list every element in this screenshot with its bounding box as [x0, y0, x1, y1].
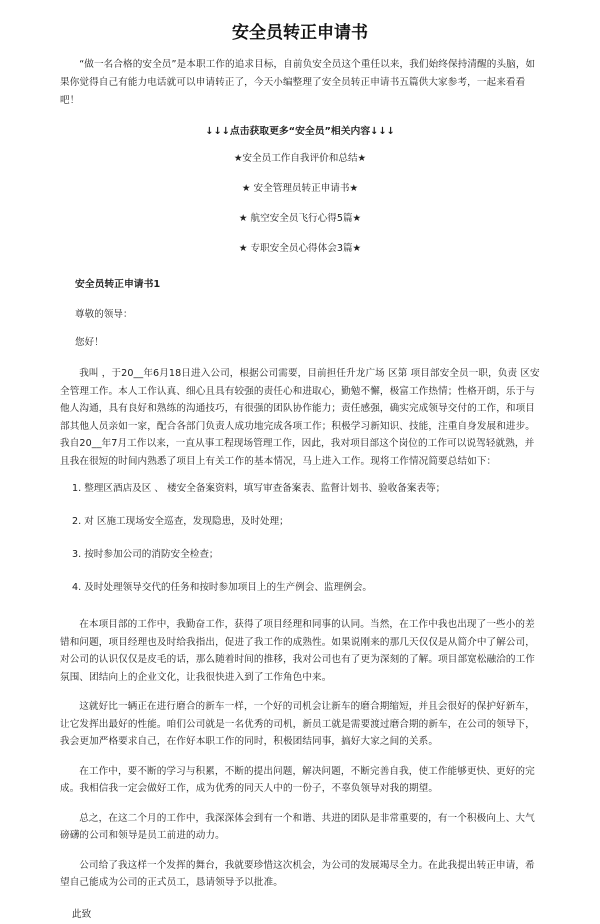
body-paragraph-3: 这就好比一辆正在进行磨合的新车一样，一个好的司机会让新车的磨合期缩短，并且会很好的保护好新车，让它发挥出最好的性能。咱们公司就是一名优秀的司机，新员工就是需要渡过磨合期的新车，在公司的领导下，我会更加严格要求自己，在作好本职工作的同时，积极团结同事，搞好大家之间的关系。 [60, 701, 535, 747]
closing-text: 此致 [72, 908, 92, 920]
body-paragraph-2: 在本项目部的工作中，我勤奋工作，获得了项目经理和同事的认同。当然，在工作中我也出现了一些小的差错和问题，项目经理也及时给我指出，促进了我工作的成熟性。如果说刚来的那几天仅仅是从简介中了解公司，对公司的认识仅仅是皮毛的话，那么随着时间的推移，我对公司也有了更为深刻的了解。项目部宽松融洽的工作氛围、团结向上的企业文化，让我很快进入到了工作角色中来。 [60, 619, 535, 683]
related-links-list [60, 144, 540, 264]
related-link-manager-application[interactable]: ★ 安全管理员转正申请书★ [241, 183, 359, 194]
greeting: 您好！ [75, 337, 104, 348]
body-paragraph-6: 公司给了我这样一个发挥的舞台，我就要珍惜这次机会，为公司的发展竭尽全力。在此我提出转正申请，希望自己能成为公司的正式员工，恳请领导予以批准。 [60, 859, 535, 888]
related-link-aviation-security[interactable]: ★ 航空安全员飞行心得5篇★ [238, 213, 362, 224]
work-item-3: 3. 按时参加公司的消防安全检查； [72, 549, 219, 560]
work-item-4: 4. 及时处理领导交代的任务和按时参加项目上的生产例会、监理例会。 [72, 582, 373, 593]
section-heading: 安全员转正申请书1 [75, 279, 161, 290]
body-paragraph-4: 在工作中，要不断的学习与积累，不断的提出问题，解决问题，不断完善自我，使工作能够更快、更好的完成。我相信我一定会做好工作，成为优秀的同天人中的一份子，不辜负领导对我的期望。 [60, 765, 535, 794]
work-items-list [60, 472, 540, 604]
work-item-2: 2. 对 区施工现场安全巡查，发现隐患，及时处理； [72, 516, 289, 527]
more-content-link[interactable]: ↓↓↓点击获取更多“安全员”相关内容↓↓↓ [205, 126, 395, 137]
body-paragraph-5: 总之，在这二个月的工作中，我深深体会到有一个和谐、共进的团队是非常重要的，有一个积极向上、大气磅礴的公司和领导是员工前进的动力。 [60, 812, 535, 841]
body-paragraph-1: 我叫 ，于20__年6月18日进入公司，根据公司需要，目前担任升龙广场 区第 项目部安全员一职，负责 区安全管理工作。本人工作认真、细心且具有较强的责任心和进取心，勤勉不懈，极富工作热情；性格开朗，乐于与他人沟通，具有良好和熟练的沟通技巧，有很强的团队协作能力；责任感强，确实完成领导交付的工作，和项目部其他人员亲如一家，配合各部门负责人成功地完成各项工作；积极学习新知识、技能，注重自身发展和进步。我自20__年7月工作以来，一直从事工程现场管理工作，因此，我对项目部这个岗位的工作可以说驾轻就熟，并且我在很短的时间内熟悉了项目上有关工作的基本情况，马上进入工作。现将工作情况简要总结如下： [60, 368, 540, 467]
related-link-self-evaluation[interactable]: ★安全员工作自我评价和总结★ [233, 153, 367, 164]
related-link-fulltime-security[interactable]: ★ 专职安全员心得体会3篇★ [238, 243, 362, 254]
document-title: 安全员转正申请书 [232, 23, 368, 43]
work-item-1: 1. 整理区酒店及区 、 楼安全备案资料，填写审查备案表、监督计划书、验收备案表等； [72, 483, 446, 494]
intro-paragraph: “做一名合格的安全员”是本职工作的追求目标，自前负安全员这个重任以来，我们始终保持清醒的头脑，如果你觉得自己有能力电话就可以申请转正了，今天小编整理了安全员转正申请书五篇供大家参考，一起来看看吧！ [60, 59, 536, 106]
salutation: 尊敬的领导： [75, 309, 133, 320]
